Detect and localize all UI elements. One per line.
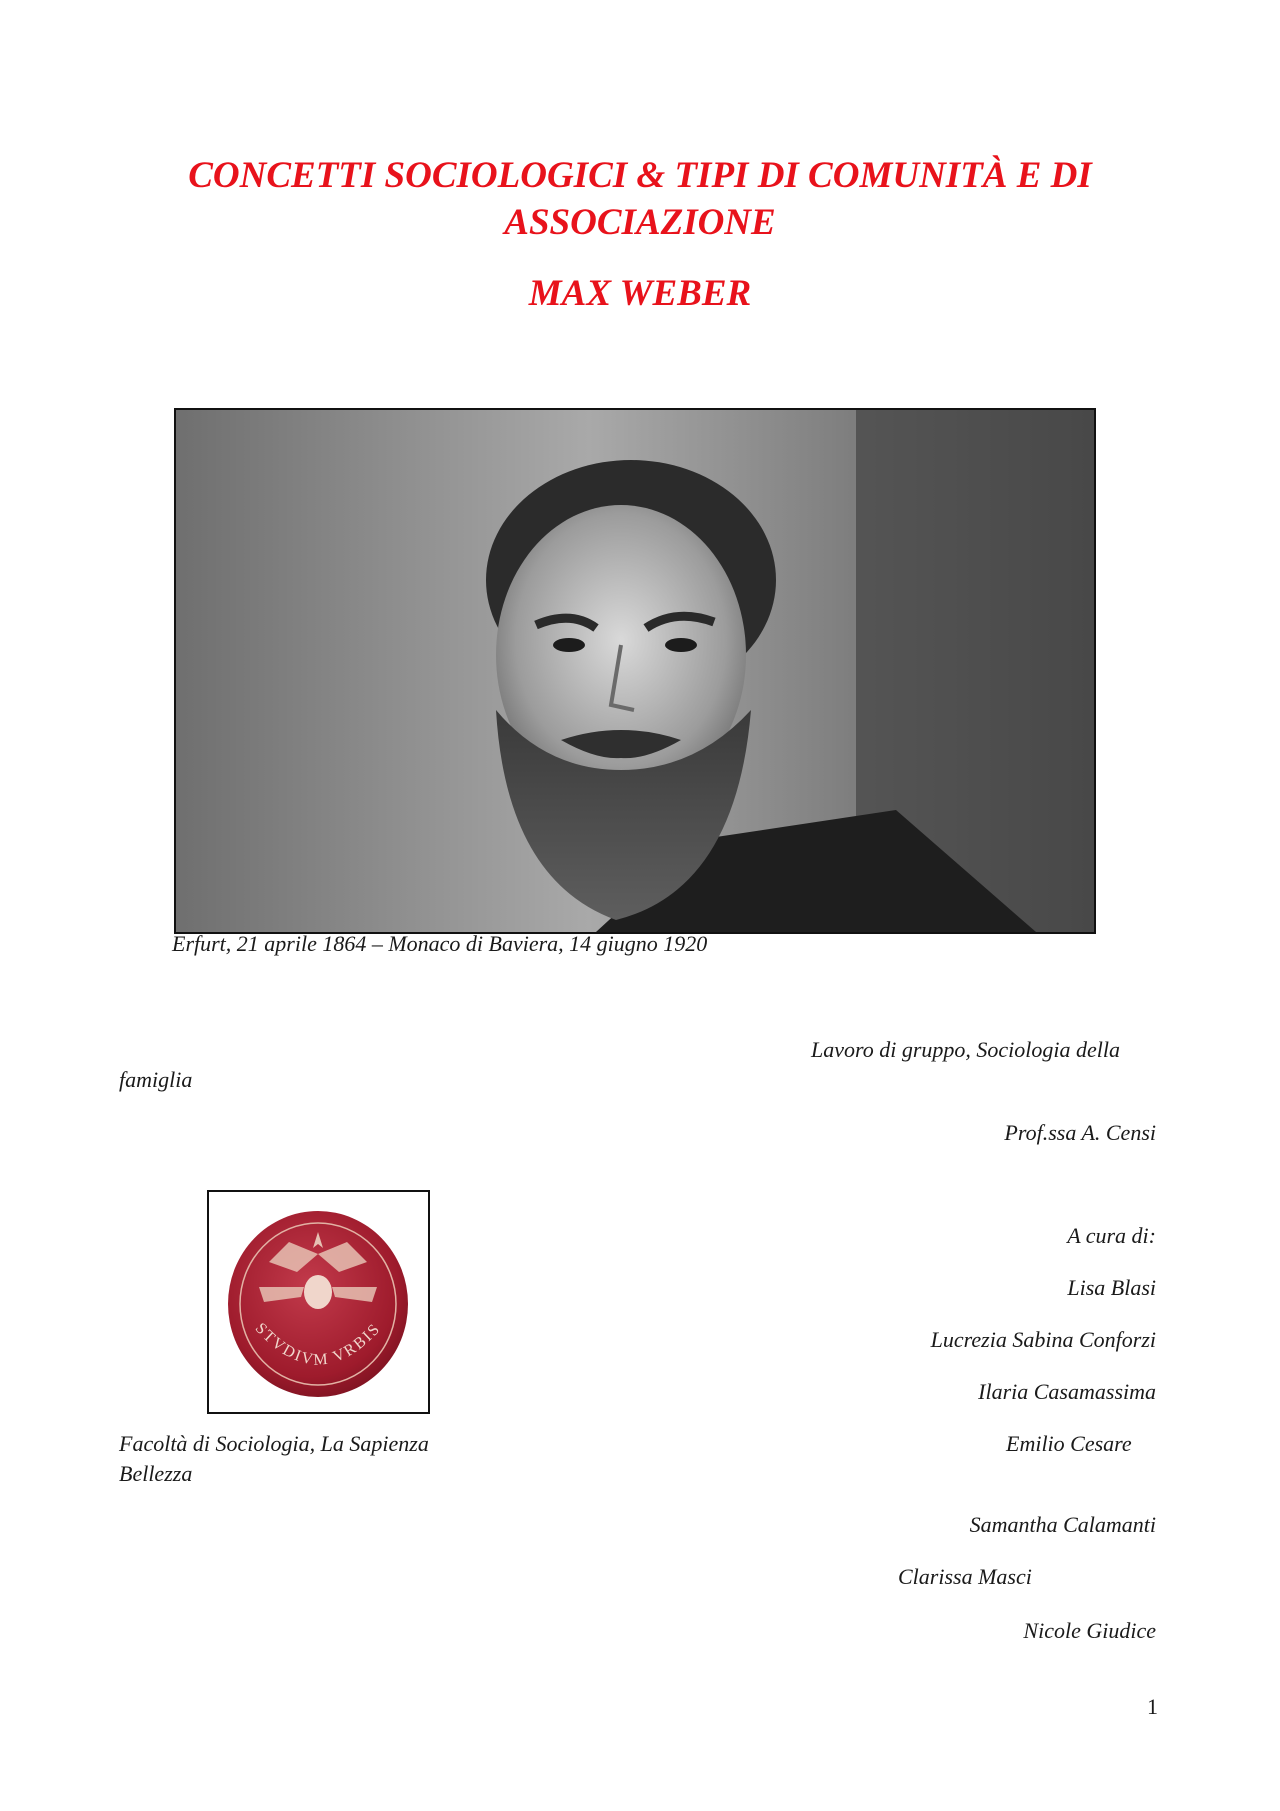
author-name-2: Lucrezia Sabina Conforzi [930, 1327, 1156, 1352]
portrait-photo [174, 408, 1096, 934]
author-name-3: Ilaria Casamassima [978, 1379, 1156, 1404]
portrait-of-max-weber-icon [176, 410, 1094, 932]
course-line-2: famiglia [119, 1067, 193, 1092]
university-logo [207, 1190, 430, 1414]
faculty-line-2: Bellezza [119, 1461, 193, 1486]
author-name-7: Nicole Giudice [1023, 1618, 1156, 1643]
professor-name: Prof.ssa A. Censi [1004, 1120, 1156, 1145]
course-line-1: Lavoro di gruppo, Sociologia della [811, 1037, 1121, 1062]
author-heading: MAX WEBER [528, 273, 752, 314]
author-name-4: Emilio Cesare [1006, 1431, 1132, 1456]
title-line-2: ASSOCIAZIONE [504, 202, 776, 243]
sapienza-seal-icon [209, 1192, 428, 1412]
faculty-line-1: Facoltà di Sociologia, La Sapienza [119, 1431, 429, 1456]
author-name-5: Samantha Calamanti [969, 1512, 1156, 1537]
title-line-1: CONCETTI SOCIOLOGICI & TIPI DI COMUNITÀ E DI [188, 155, 1092, 196]
author-name-1: Lisa Blasi [1067, 1275, 1156, 1300]
author-name-6: Clarissa Masci [898, 1564, 1032, 1589]
page-number: 1 [1147, 1694, 1158, 1719]
seal-motto: STVDIVM VRBIS [251, 1319, 385, 1369]
curated-by-label: A cura di: [1067, 1223, 1156, 1248]
photo-caption: Erfurt, 21 aprile 1864 – Monaco di Baviera, 14 giugno 1920 [172, 931, 708, 956]
